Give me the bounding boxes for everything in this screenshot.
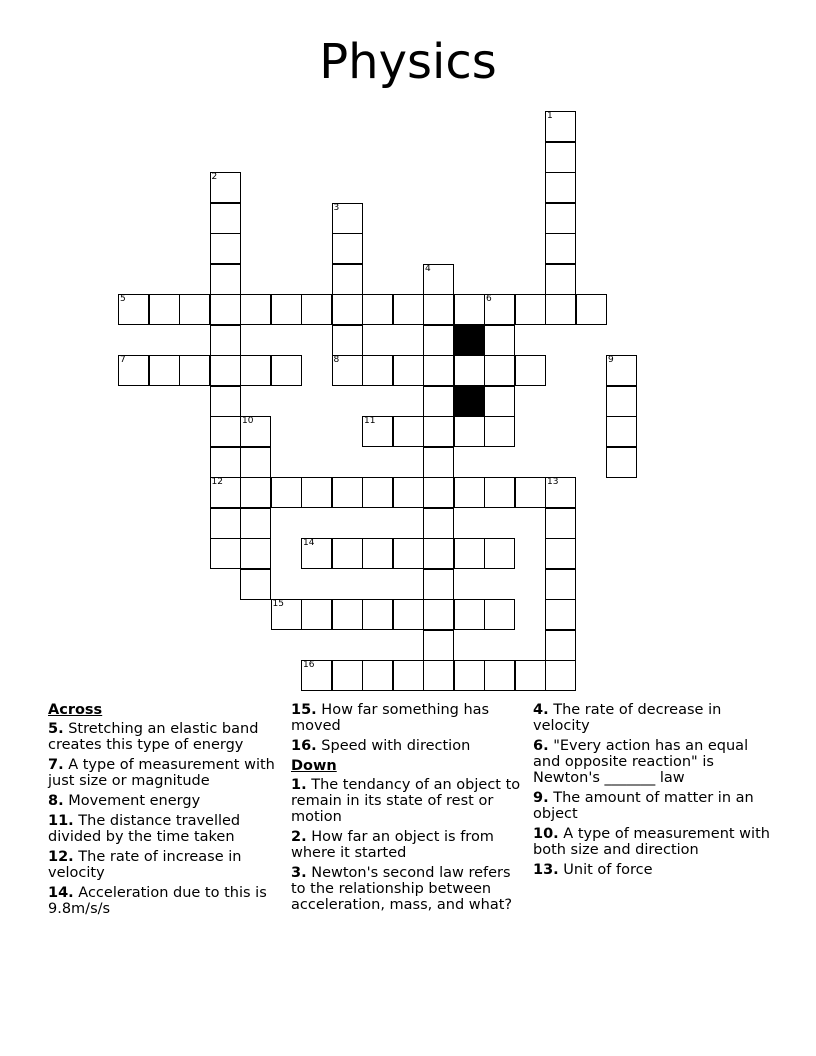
- clue-down-2: 2. How far an object is from where it started: [291, 829, 494, 861]
- grid-cell[interactable]: [454, 538, 485, 569]
- grid-cell[interactable]: [362, 477, 393, 508]
- grid-cell[interactable]: [454, 294, 485, 325]
- grid-cell[interactable]: [606, 355, 637, 386]
- clue-number: 13: [547, 477, 559, 487]
- grid-cell[interactable]: [240, 569, 271, 600]
- grid-cell[interactable]: [484, 386, 515, 417]
- grid-cell[interactable]: [515, 477, 546, 508]
- grid-cell[interactable]: [210, 447, 241, 478]
- grid-cell[interactable]: [271, 477, 302, 508]
- grid-cell[interactable]: [454, 660, 485, 691]
- grid-cell[interactable]: [545, 264, 576, 295]
- grid-cell[interactable]: [210, 294, 241, 325]
- grid-cell[interactable]: [332, 660, 363, 691]
- grid-cell[interactable]: [423, 660, 454, 691]
- across-header: Across: [48, 702, 103, 718]
- grid-cell[interactable]: [179, 294, 210, 325]
- grid-cell[interactable]: [393, 660, 424, 691]
- grid-cell[interactable]: [332, 294, 363, 325]
- clue-number: 8: [333, 355, 340, 365]
- grid-cell[interactable]: [545, 233, 576, 264]
- grid-cell[interactable]: [545, 111, 576, 142]
- grid-cell[interactable]: [332, 477, 363, 508]
- grid-cell[interactable]: [332, 599, 363, 630]
- grid-cell[interactable]: [454, 416, 485, 447]
- clue-down-9: 9. The amount of matter in an object: [533, 790, 754, 822]
- grid-cell[interactable]: [393, 416, 424, 447]
- grid-cell[interactable]: [545, 630, 576, 661]
- puzzle-title: Physics: [319, 34, 497, 90]
- grid-cell[interactable]: [606, 416, 637, 447]
- grid-cell[interactable]: [240, 294, 271, 325]
- grid-cell[interactable]: [545, 538, 576, 569]
- grid-cell[interactable]: [393, 294, 424, 325]
- clue-down-6: 6. "Every action has an equal and opposite reaction" is Newton's _______ law: [533, 738, 749, 786]
- grid-cell[interactable]: [484, 294, 515, 325]
- grid-cell[interactable]: [393, 599, 424, 630]
- grid-cell[interactable]: [332, 325, 363, 356]
- grid-block: [454, 386, 485, 417]
- grid-cell[interactable]: [210, 172, 241, 203]
- grid-cell[interactable]: [210, 477, 241, 508]
- grid-cell[interactable]: [118, 355, 149, 386]
- grid-cell[interactable]: [210, 416, 241, 447]
- clue-across-8: 8. Movement energy: [48, 793, 201, 809]
- grid-cell[interactable]: [332, 203, 363, 234]
- grid-cell[interactable]: [423, 416, 454, 447]
- grid-cell[interactable]: [332, 538, 363, 569]
- grid-cell[interactable]: [484, 538, 515, 569]
- grid-cell[interactable]: [210, 203, 241, 234]
- grid-cell[interactable]: [210, 386, 241, 417]
- grid-cell[interactable]: [240, 477, 271, 508]
- grid-cell[interactable]: [393, 477, 424, 508]
- clue-down-10: 10. A type of measurement with both size and direction: [533, 826, 770, 858]
- grid-cell[interactable]: [362, 660, 393, 691]
- grid-cell[interactable]: [545, 294, 576, 325]
- clue-across-12: 12. The rate of increase in velocity: [48, 849, 242, 881]
- clue-down-3: 3. Newton's second law refers to the relationship between acceleration, mass, and what?: [291, 865, 513, 913]
- grid-cell[interactable]: [515, 660, 546, 691]
- grid-cell[interactable]: [210, 508, 241, 539]
- grid-cell[interactable]: [149, 294, 180, 325]
- grid-block: [454, 325, 485, 356]
- grid-cell[interactable]: [332, 355, 363, 386]
- grid-cell[interactable]: [332, 233, 363, 264]
- grid-cell[interactable]: [423, 264, 454, 295]
- grid-cell[interactable]: [301, 477, 332, 508]
- grid-cell[interactable]: [210, 325, 241, 356]
- down-header: Down: [291, 758, 337, 774]
- grid-cell[interactable]: [484, 477, 515, 508]
- clue-number: 1: [547, 111, 553, 121]
- grid-cell[interactable]: [423, 538, 454, 569]
- clue-number: 10: [242, 416, 254, 426]
- grid-cell[interactable]: [423, 386, 454, 417]
- grid-cell[interactable]: [545, 599, 576, 630]
- grid-cell[interactable]: [484, 599, 515, 630]
- grid-cell[interactable]: [301, 660, 332, 691]
- grid-cell[interactable]: [393, 355, 424, 386]
- grid-cell[interactable]: [423, 355, 454, 386]
- grid-cell[interactable]: [210, 538, 241, 569]
- grid-cell[interactable]: [118, 294, 149, 325]
- clue-across-16: 16. Speed with direction: [291, 738, 471, 754]
- grid-cell[interactable]: [545, 508, 576, 539]
- clue-across-5: 5. Stretching an elastic band creates this type of energy: [48, 721, 259, 753]
- grid-cell[interactable]: [240, 416, 271, 447]
- clue-number: 16: [303, 660, 315, 670]
- grid-cell[interactable]: [484, 325, 515, 356]
- grid-cell[interactable]: [210, 264, 241, 295]
- grid-cell[interactable]: [423, 569, 454, 600]
- grid-cell[interactable]: [271, 294, 302, 325]
- grid-cell[interactable]: [362, 355, 393, 386]
- grid-cell[interactable]: [362, 538, 393, 569]
- grid-cell[interactable]: [301, 294, 332, 325]
- grid-cell[interactable]: [362, 294, 393, 325]
- clue-number: 4: [425, 263, 431, 274]
- grid-cell[interactable]: [301, 599, 332, 630]
- grid-cell[interactable]: [332, 264, 363, 295]
- clue-down-4: 4. The rate of decrease in velocity: [533, 702, 722, 734]
- clue-number: 11: [364, 416, 376, 426]
- grid-cell[interactable]: [271, 355, 302, 386]
- clue-column-3: [533, 702, 773, 882]
- grid-cell[interactable]: [484, 355, 515, 386]
- clue-across-14: 14. Acceleration due to this is 9.8m/s/s: [48, 885, 267, 917]
- grid-cell[interactable]: [545, 203, 576, 234]
- clue-column-1: [48, 702, 280, 921]
- grid-cell[interactable]: [545, 142, 576, 173]
- grid-cell[interactable]: [576, 294, 607, 325]
- clue-across-15: 15. How far something has moved: [291, 702, 490, 734]
- clue-down-1: 1. The tendancy of an object to remain in its state of rest or motion: [291, 777, 521, 825]
- clue-down-13: 13. Unit of force: [533, 862, 653, 878]
- grid-cell[interactable]: [210, 355, 241, 386]
- clue-number: 6: [486, 294, 492, 304]
- grid-cell[interactable]: [545, 660, 576, 691]
- grid-cell[interactable]: [179, 355, 210, 386]
- grid-cell[interactable]: [240, 447, 271, 478]
- grid-cell[interactable]: [240, 538, 271, 569]
- clue-number: 14: [303, 538, 315, 548]
- grid-cell[interactable]: [423, 599, 454, 630]
- grid-cell[interactable]: [545, 477, 576, 508]
- grid-cell[interactable]: [301, 538, 332, 569]
- grid-cell[interactable]: [454, 477, 485, 508]
- grid-cell[interactable]: [210, 233, 241, 264]
- grid-cell[interactable]: [423, 447, 454, 478]
- clue-column-2: [291, 702, 525, 917]
- grid-cell[interactable]: [362, 599, 393, 630]
- grid-cell[interactable]: [423, 508, 454, 539]
- clue-across-11: 11. The distance travelled divided by the time taken: [48, 813, 241, 845]
- grid-cell[interactable]: [454, 355, 485, 386]
- grid-cell[interactable]: [240, 355, 271, 386]
- grid-cell[interactable]: [515, 294, 546, 325]
- clue-number: 3: [333, 202, 340, 213]
- grid-cell[interactable]: [240, 508, 271, 539]
- grid-cell[interactable]: [423, 477, 454, 508]
- grid-cell[interactable]: [606, 386, 637, 417]
- grid-cell[interactable]: [423, 630, 454, 661]
- clue-number: 2: [211, 172, 218, 182]
- clue-number: 9: [608, 355, 614, 365]
- grid-cell[interactable]: [484, 660, 515, 691]
- clue-number: 12: [211, 477, 223, 487]
- grid-cell[interactable]: [484, 416, 515, 447]
- grid-cell[interactable]: [393, 538, 424, 569]
- clue-number: 15: [272, 599, 284, 609]
- grid-cell[interactable]: [454, 599, 485, 630]
- clue-number: 5: [120, 294, 126, 304]
- grid-cell[interactable]: [149, 355, 180, 386]
- grid-cell[interactable]: [515, 355, 546, 386]
- grid-cell[interactable]: [271, 599, 302, 630]
- grid-cell[interactable]: [423, 294, 454, 325]
- clue-number: 7: [120, 355, 126, 365]
- grid-cell[interactable]: [545, 172, 576, 203]
- clue-across-7: 7. A type of measurement with just size or magnitude: [48, 757, 275, 789]
- grid-cell[interactable]: [545, 569, 576, 600]
- grid-cell[interactable]: [362, 416, 393, 447]
- grid-cell[interactable]: [606, 447, 637, 478]
- grid-cell[interactable]: [423, 325, 454, 356]
